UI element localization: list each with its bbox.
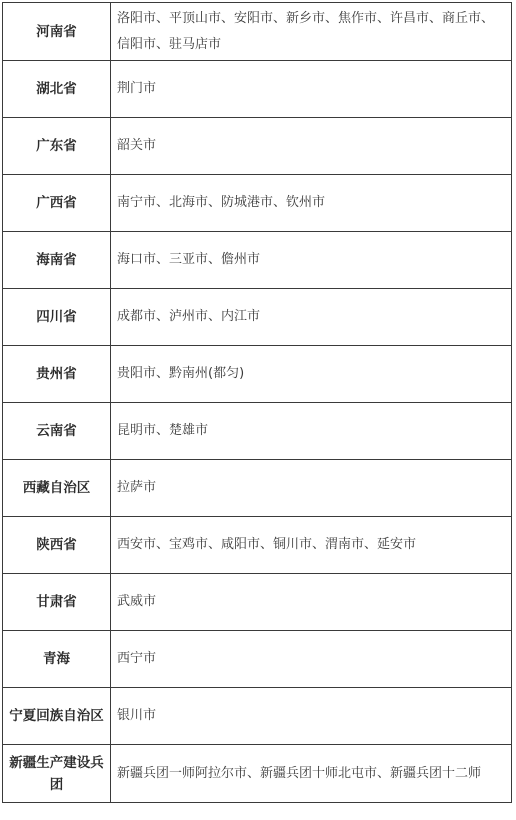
cities-cell: 昆明市、楚雄市 [111, 403, 512, 460]
table-row [3, 175, 512, 232]
cities-cell: 银川市 [111, 688, 512, 745]
table-row [3, 118, 512, 175]
cities-cell: 西宁市 [111, 631, 512, 688]
province-cell: 四川省 [3, 289, 111, 346]
cities-cell: 成都市、泸州市、内江市 [111, 289, 512, 346]
table-row [3, 61, 512, 118]
table-row [3, 688, 512, 745]
cities-cell: 南宁市、北海市、防城港市、钦州市 [111, 175, 512, 232]
province-cell: 云南省 [3, 403, 111, 460]
table-row [3, 631, 512, 688]
cities-cell: 新疆兵团一师阿拉尔市、新疆兵团十师北屯市、新疆兵团十二师 [111, 745, 512, 803]
cities-cell: 洛阳市、平顶山市、安阳市、新乡市、焦作市、许昌市、商丘市、信阳市、驻马店市 [111, 3, 512, 61]
table-row [3, 745, 512, 803]
cities-cell: 西安市、宝鸡市、咸阳市、铜川市、渭南市、延安市 [111, 517, 512, 574]
province-cell: 海南省 [3, 232, 111, 289]
province-city-table [2, 2, 512, 803]
province-cell: 广东省 [3, 118, 111, 175]
cities-cell: 拉萨市 [111, 460, 512, 517]
cities-cell: 海口市、三亚市、儋州市 [111, 232, 512, 289]
table-row [3, 574, 512, 631]
table-row [3, 3, 512, 61]
table-row [3, 403, 512, 460]
province-cell: 甘肃省 [3, 574, 111, 631]
province-cell: 贵州省 [3, 346, 111, 403]
province-cell: 宁夏回族自治区 [3, 688, 111, 745]
province-cell: 河南省 [3, 3, 111, 61]
cities-cell: 荆门市 [111, 61, 512, 118]
table-row [3, 517, 512, 574]
table-row [3, 232, 512, 289]
table-row [3, 289, 512, 346]
city-list-table-container [2, 2, 512, 803]
province-cell: 青海 [3, 631, 111, 688]
cities-cell: 韶关市 [111, 118, 512, 175]
province-cell: 湖北省 [3, 61, 111, 118]
cities-cell: 贵阳市、黔南州(都匀) [111, 346, 512, 403]
province-cell: 西藏自治区 [3, 460, 111, 517]
table-row [3, 460, 512, 517]
cities-cell: 武威市 [111, 574, 512, 631]
province-cell: 广西省 [3, 175, 111, 232]
province-cell: 陕西省 [3, 517, 111, 574]
province-cell: 新疆生产建设兵团 [3, 745, 111, 803]
table-row [3, 346, 512, 403]
